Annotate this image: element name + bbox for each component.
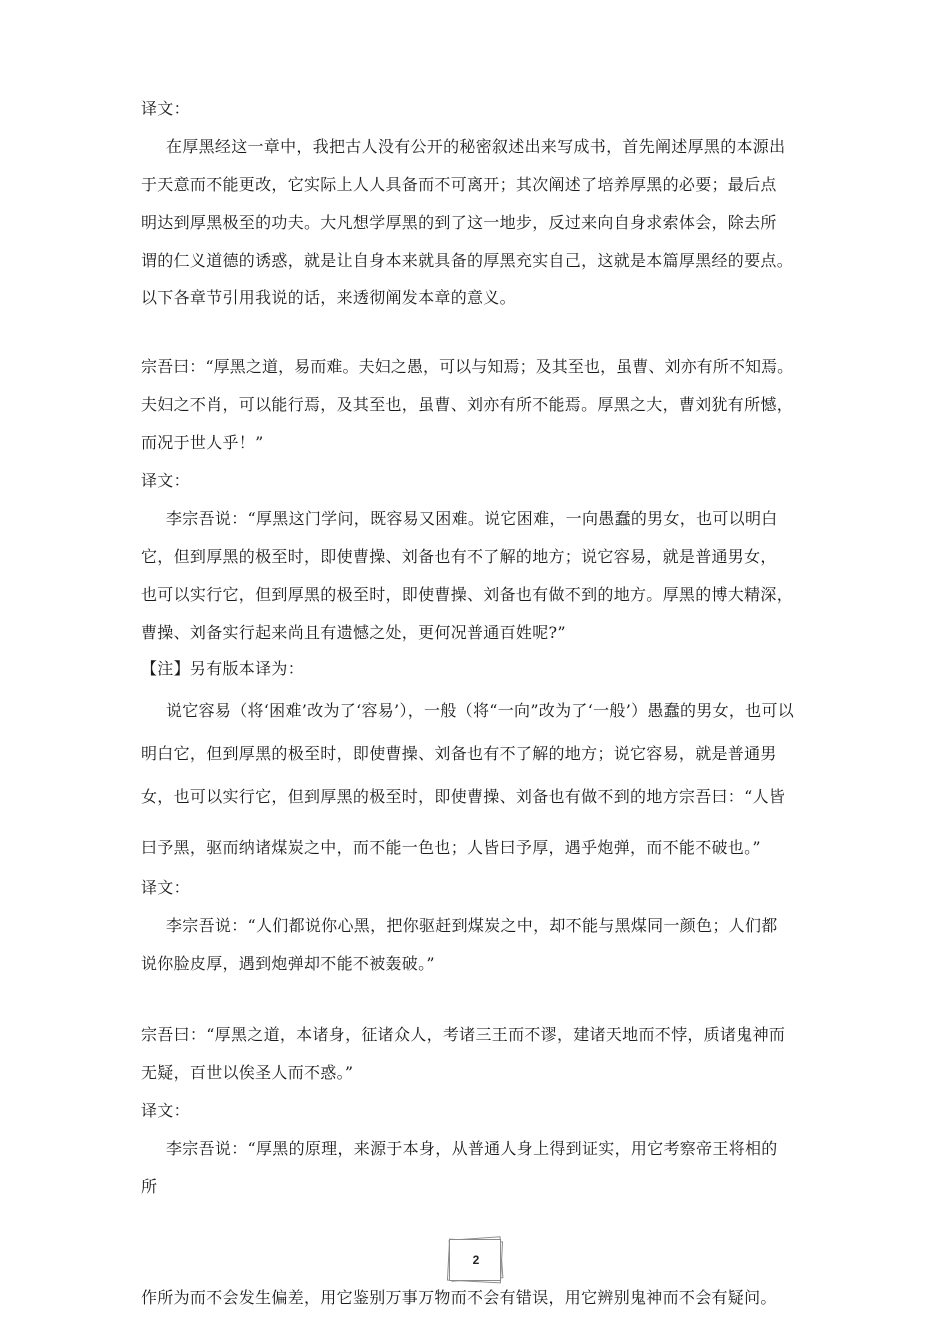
paragraph-line: 作所为而不会发生偏差，用它鉴别万事万物而不会有错误，用它辨别鬼神而不会有疑问。 xyxy=(141,1288,777,1307)
paragraph-line: 李宗吾说：“人们都说你心黑，把你驱赶到煤炭之中，却不能与黑煤同一颜色；人们都 xyxy=(166,916,778,935)
quote-line: 夫妇之不肖，可以能行焉，及其至也，虽曹、刘亦有所不能焉。厚黑之大，曹刘犹有所憾， xyxy=(141,395,794,414)
page-number-badge xyxy=(444,1236,508,1284)
quote-line: 宗吾曰：“厚黑之道，易而难。夫妇之愚，可以与知焉；及其至也，虽曹、刘亦有所不知焉。 xyxy=(141,357,794,376)
paragraph-line: 李宗吾说：“厚黑的原理，来源于本身，从普通人身上得到证实，用它考察帝王将相的 xyxy=(166,1139,778,1158)
paragraph-line: 明白它，但到厚黑的极至时，即使曹操、刘备也有不了解的地方；说它容易，就是普通男 xyxy=(141,744,777,763)
translation-heading: 译文： xyxy=(141,471,190,490)
paragraph-line: 李宗吾说：“厚黑这门学问，既容易又困难。说它困难，一向愚蠢的男女，也可以明白 xyxy=(166,509,778,528)
paragraph-line: 于天意而不能更改，它实际上人人具备而不可离开；其次阐述了培养厚黑的必要；最后点 xyxy=(141,175,777,194)
paragraph-line: 所 xyxy=(141,1177,158,1196)
paragraph-line: 也可以实行它，但到厚黑的极至时，即使曹操、刘备也有做不到的地方。厚黑的博大精深， xyxy=(141,585,794,604)
paragraph-line: 女，也可以实行它，但到厚黑的极至时，即使曹操、刘备也有做不到的地方宗吾曰：“人皆 xyxy=(141,787,786,806)
quote-line: 无疑，百世以俟圣人而不惑。” xyxy=(141,1063,354,1082)
paragraph-line: 曹操、刘备实行起来尚且有遗憾之处，更何况普通百姓呢?” xyxy=(141,623,566,642)
paragraph-line: 谓的仁义道德的诱惑，就是让自身本来就具备的厚黑充实自己，这就是本篇厚黑经的要点。 xyxy=(141,251,794,270)
translation-heading: 译文： xyxy=(141,99,190,118)
paragraph-line: 曰予黑，驱而纳诸煤炭之中，而不能一色也；人皆曰予厚，遇乎炮弹，而不能不破也。” xyxy=(141,838,761,857)
quote-line: 而况于世人乎！” xyxy=(141,433,264,452)
paragraph-line: 在厚黑经这一章中，我把古人没有公开的秘密叙述出来写成书，首先阐述厚黑的本源出 xyxy=(166,137,786,156)
paragraph-line: 说你脸皮厚，遇到炮弹却不能不被轰破。” xyxy=(141,954,435,973)
note-heading: 【注】另有版本译为： xyxy=(141,659,305,678)
paragraph-line: 它，但到厚黑的极至时，即使曹操、刘备也有不了解的地方；说它容易，就是普通男女， xyxy=(141,547,777,566)
paragraph-line: 以下各章节引用我说的话，来透彻阐发本章的意义。 xyxy=(141,288,516,307)
page-number: 2 xyxy=(472,1253,480,1267)
quote-line: 宗吾曰：“厚黑之道，本诸身，征诸众人，考诸三王而不谬，建诸天地而不悖，质诸鬼神而 xyxy=(141,1025,786,1044)
translation-heading: 译文： xyxy=(141,878,190,897)
paragraph-line: 说它容易（将‘困难’改为了‘容易’），一般（将“一向”改为了‘一般’）愚蠢的男女，也可以 xyxy=(166,701,795,720)
translation-heading: 译文： xyxy=(141,1101,190,1120)
paragraph-line: 明达到厚黑极至的功夫。大凡想学厚黑的到了这一地步，反过来向自身求索体会，除去所 xyxy=(141,213,777,232)
